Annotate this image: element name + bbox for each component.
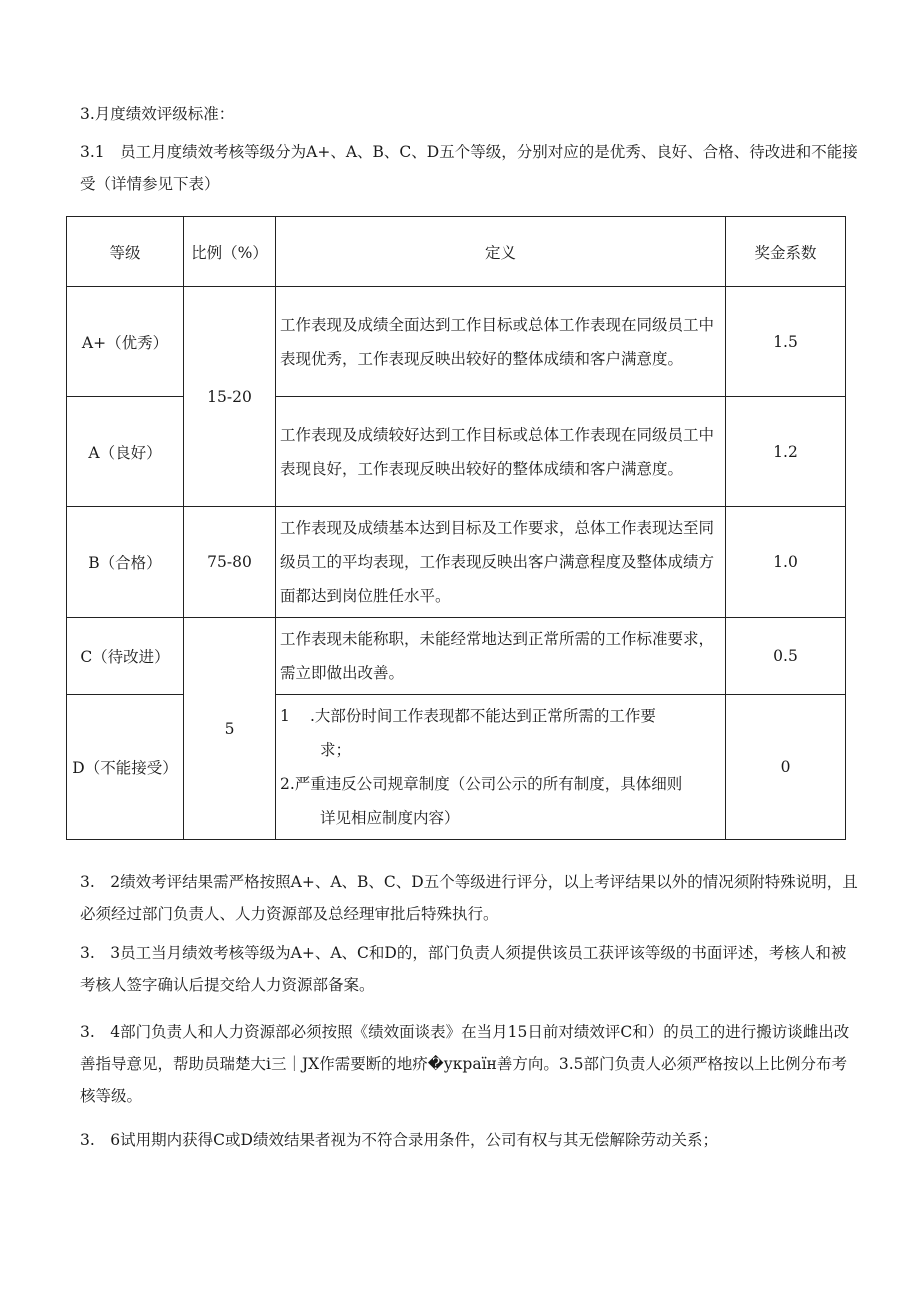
grade-cell: D（不能接受） — [67, 695, 184, 840]
coefficient-cell: 1.2 — [726, 397, 846, 507]
coefficient-cell: 1.0 — [726, 507, 846, 618]
ratio-cell: 75-80 — [184, 507, 276, 618]
coefficient-cell: 0 — [726, 695, 846, 840]
grade-cell: A（良好） — [67, 397, 184, 507]
table-row — [67, 397, 846, 507]
coefficient-cell: 0.5 — [726, 618, 846, 695]
table-header-row — [67, 217, 846, 287]
definition-cell: 工作表现及成绩全面达到工作目标或总体工作表现在同级员工中表现优秀，工作表现反映出较好的整体成绩和客户满意度。 — [276, 287, 726, 397]
grade-cell: A+（优秀） — [67, 287, 184, 397]
ratio-cell: 15-20 — [184, 287, 276, 507]
coefficient-cell: 1.5 — [726, 287, 846, 397]
item-number: 1 — [280, 707, 290, 725]
definition-cell: 工作表现及成绩基本达到目标及工作要求，总体工作表现达至同级员工的平均表现，工作表现反映出客户满意程度及整体成绩方面都达到岗位胜任水平。 — [276, 507, 726, 618]
table-row — [67, 287, 846, 397]
section-heading: 3.月度绩效评级标准： — [80, 105, 235, 123]
definition-cell: 工作表现未能称职，未能经常地达到正常所需的工作标准要求，需立即做出改善。 — [276, 618, 726, 695]
definition-item-2-continuation: 详见相应制度内容） — [320, 809, 460, 827]
header-definition: 定义 — [276, 217, 726, 287]
grade-table — [66, 216, 846, 840]
paragraph-3-3: 3. 3员工当月绩效考核等级为A+、A、C和D的，部门负责人须提供该员工获评该等级的书面评述，考核人和被考核人签字确认后提交给人力资源部备案。 — [80, 944, 847, 994]
header-coefficient: 奖金系数 — [726, 217, 846, 287]
paragraph-3-2: 3. 2绩效考评结果需严格按照A+、A、B、C、D五个等级进行评分，以上考评结果以外的情况须附特殊说明，且必须经过部门负责人、人力资源部及总经理审批后特殊执行。 — [80, 873, 858, 923]
header-ratio: 比例（%） — [184, 217, 276, 287]
definition-cell: 工作表现及成绩较好达到工作目标或总体工作表现在同级员工中表现良好，工作表现反映出较好的整体成绩和客户满意度。 — [276, 397, 726, 507]
paragraph-3-6: 3. 6试用期内获得C或D绩效结果者视为不符合录用条件，公司有权与其无偿解除劳动关系； — [80, 1131, 718, 1149]
paragraph-3-4: 3. 4部门负责人和人力资源部必须按照《绩效面谈表》在当月15日前对绩效评C和）的员工的进行搬访谈雌出改善指导意见，帮助员瑞楚大i三｜JX作需要断的地疥�україн善方向。3.5部门负责人必须严格按以上比例分布考核等级。 — [80, 1023, 850, 1105]
grade-cell: B（合格） — [67, 507, 184, 618]
definition-item-2: 2.严重违反公司规章制度（公司公示的所有制度，具体细则 — [280, 775, 683, 793]
item-text: .大部份时间工作表现都不能达到正常所需的工作要 — [310, 707, 656, 725]
paragraph-3-1: 3.1 员工月度绩效考核等级分为A+、A、B、C、D五个等级，分别对应的是优秀、良好、合格、待改进和不能接受（详情参见下表） — [80, 143, 858, 193]
table-row — [67, 618, 846, 695]
definition-item-1 — [280, 699, 719, 733]
grade-cell: C（待改进） — [67, 618, 184, 695]
definition-item-1-continuation: 求； — [320, 741, 352, 759]
definition-cell — [276, 695, 726, 840]
ratio-cell: 5 — [184, 618, 276, 840]
header-grade: 等级 — [67, 217, 184, 287]
table-row — [67, 695, 846, 840]
table-row — [67, 507, 846, 618]
